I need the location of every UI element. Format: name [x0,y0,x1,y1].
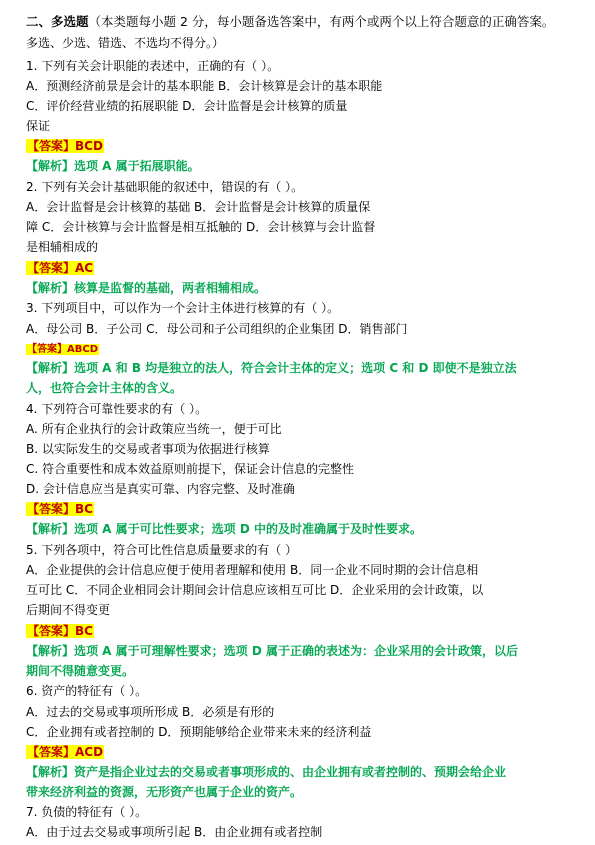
question-option-line: A．会计监督是会计核算的基础 B．会计监督是会计核算的质量保 [26,200,371,214]
analysis-text: 人，也符合会计主体的含义。 [26,381,183,395]
answer-badge: 【答案】ABCD [27,344,99,355]
question-option-line: 后期间不得变更 [26,603,111,617]
answer-badge: 【答案】BCD [27,139,103,153]
question-option-line: C．企业拥有或者控制的 D．预期能够给企业带来未来的经济利益 [26,725,372,739]
question-stem: 5. 下列各项中，符合可比性信息质量要求的有（ ） [26,543,298,557]
analysis-text: 【解析】选项 A 属于可理解性要求；选项 D 属于正确的表述为：企业采用的会计政策，以后 [26,644,518,658]
question-option-line: 保证 [26,119,51,133]
question-option-line: A．母公司 B．子公司 C．母公司和子公司组织的企业集团 D．销售部门 [26,322,408,336]
analysis-text: 带来经济利益的资源，无形资产也属于企业的资产。 [26,785,303,799]
question-stem: 1. 下列有关会计职能的表述中，正确的有（ ）。 [26,59,280,73]
section-title: 二、多选题 [26,14,89,29]
section-desc-cont: 多选、少选、错选、不选均不得分。） [26,36,225,50]
section-header [26,13,554,31]
answer-badge: 【答案】ACD [27,745,104,759]
question-option-line: A. 所有企业执行的会计政策应当统一，便于可比 [26,422,282,436]
question-stem: 7. 负债的特征有（ ）。 [26,805,148,819]
question-option-line: B. 以实际发生的交易或者事项为依据进行核算 [26,442,270,456]
answer-label [26,259,94,277]
question-stem: 6. 资产的特征有（ ）。 [26,684,148,698]
answer-label [26,339,99,359]
question-stem: 4. 下列符合可靠性要求的有（ ）。 [26,402,208,416]
answer-badge: 【答案】BC [27,624,93,638]
question-option-line: C. 符合重要性和成本效益原则前提下，保证会计信息的完整性 [26,462,355,476]
question-option-line: 是相辅相成的 [26,240,99,254]
answer-badge: 【答案】AC [27,261,94,275]
question-stem: 2. 下列有关会计基础职能的叙述中，错误的有（ ）。 [26,180,304,194]
answer-label [26,622,94,640]
analysis-text: 【解析】选项 A 和 B 均是独立的法人，符合会计主体的定义；选项 C 和 D 即使不是独立法 [26,361,517,375]
answer-label [26,137,104,155]
section-desc: （本类题每小题 2 分，每小题备选答案中，有两个或两个以上符合题意的正确答案。 [88,14,555,29]
analysis-text: 期间不得随意变更。 [26,664,135,678]
answer-badge: 【答案】BC [27,502,93,516]
question-option-line: 互可比 C．不同企业相同会计期间会计信息应该相互可比 D．企业采用的会计政策，以 [26,583,484,597]
analysis-text: 【解析】选项 A 属于可比性要求；选项 D 中的及时准确属于及时性要求。 [26,522,422,536]
question-option-line: A．由于过去交易或事项所引起 B．由企业拥有或者控制 [26,825,323,839]
question-option-line: C．评价经营业绩的拓展职能 D．会计监督是会计核算的质量 [26,99,348,113]
question-option-line: A．预测经济前景是会计的基本职能 B．会计核算是会计的基本职能 [26,79,383,93]
question-option-line: D. 会计信息应当是真实可靠、内容完整、及时准确 [26,482,295,496]
question-option-line: 障 C．会计核算与会计监督是相互抵触的 D．会计核算与会计监督 [26,220,376,234]
analysis-text: 【解析】选项 A 属于拓展职能。 [26,159,200,173]
answer-label [26,500,94,518]
answer-label [26,743,104,761]
question-option-line: A．企业提供的会计信息应便于使用者理解和使用 B．同一企业不同时期的会计信息相 [26,563,479,577]
analysis-text: 【解析】资产是指企业过去的交易或者事项形成的、由企业拥有或者控制的、预期会给企业 [26,765,507,779]
analysis-text: 【解析】核算是监督的基础，两者相辅相成。 [26,281,267,295]
question-stem: 3. 下列项目中，可以作为一个会计主体进行核算的有（ ）。 [26,301,340,315]
question-option-line: A．过去的交易或事项所形成 B．必须是有形的 [26,705,275,719]
